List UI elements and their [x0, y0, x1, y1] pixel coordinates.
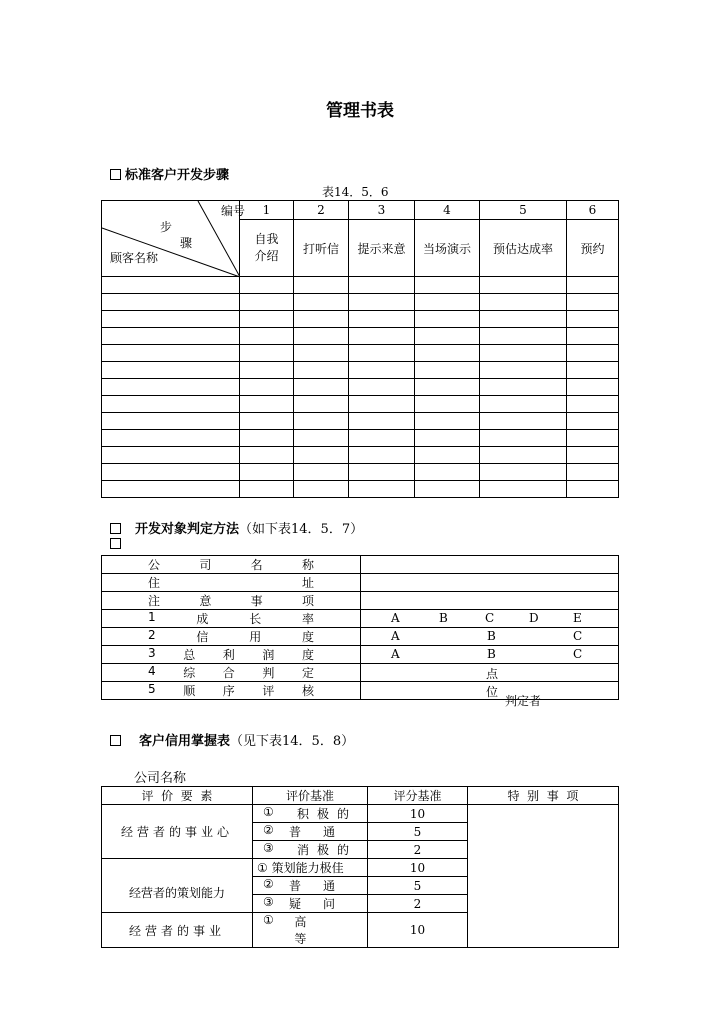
- blank-cell: [567, 379, 619, 396]
- grade-value: B: [487, 629, 496, 643]
- label-char: 用: [249, 630, 262, 644]
- table-row: [102, 646, 619, 664]
- table-row: [102, 430, 619, 447]
- label-char: 核: [301, 684, 314, 698]
- blank-cell: [567, 328, 619, 345]
- credit-table: [101, 786, 619, 948]
- blank-cell: [415, 328, 480, 345]
- section2-heading-note: （如下表14．5．7）: [239, 522, 364, 537]
- label-char: 事: [250, 594, 263, 608]
- label-char: 司: [199, 558, 212, 572]
- blank-cell: [480, 481, 567, 498]
- dev-target-judgement-table: [101, 555, 619, 700]
- step-label: 打听信: [294, 220, 349, 277]
- blank-cell: [480, 396, 567, 413]
- blank-cell: [415, 447, 480, 464]
- checkbox-icon: [110, 523, 121, 534]
- step-label: 当场演示: [415, 220, 480, 277]
- blank-cell: [480, 430, 567, 447]
- label-char: 度: [301, 630, 314, 644]
- criterion-value-cell: [361, 664, 619, 682]
- table-caption-1: 表14．5．6: [322, 185, 389, 199]
- blank-cell: [415, 481, 480, 498]
- blank-cell: [294, 362, 349, 379]
- criterion-label-cell: [102, 574, 361, 592]
- label-char: 顺: [183, 684, 196, 698]
- blank-cell: [102, 311, 240, 328]
- label-char: 名: [250, 558, 263, 572]
- blank-cell: [102, 362, 240, 379]
- grade-value: A: [391, 647, 400, 661]
- blank-cell: [102, 328, 240, 345]
- grade-value: C: [573, 647, 583, 661]
- blank-cell: [240, 464, 294, 481]
- table-row: [102, 574, 619, 592]
- judge-label: 判定者: [505, 694, 542, 708]
- step-number: 4: [415, 201, 480, 220]
- header-factor: 评 价 要 素: [102, 787, 253, 805]
- grade-value: B: [487, 647, 496, 661]
- criterion-label-cell: [102, 646, 361, 664]
- table-row: [102, 345, 619, 362]
- grade-value: 位: [486, 685, 499, 699]
- label-char: 住: [148, 576, 161, 590]
- table-row: [102, 481, 619, 498]
- grade-value: D: [529, 611, 539, 625]
- diagonal-header-cell: [102, 201, 246, 277]
- blank-cell: [349, 328, 415, 345]
- criterion-label-cell: [102, 664, 361, 682]
- table-row: [102, 379, 619, 396]
- customer-dev-steps-table: [101, 200, 619, 498]
- step-label: 预估达成率: [480, 220, 567, 277]
- step-number: 2: [294, 201, 349, 220]
- blank-cell: [102, 277, 240, 294]
- blank-cell: [102, 379, 240, 396]
- label-char: 综: [183, 666, 196, 680]
- label-char: 5: [148, 682, 156, 696]
- table-row: [102, 311, 619, 328]
- checkbox-icon: [110, 169, 121, 180]
- factor-cell: 经营者的事业心: [102, 805, 253, 859]
- blank-cell: [240, 328, 294, 345]
- table-row: [102, 592, 619, 610]
- blank-cell: [102, 464, 240, 481]
- label-char: 成: [196, 612, 209, 626]
- table-row: [102, 328, 619, 345]
- section2-extra-checkbox: [110, 537, 125, 551]
- label-char: 判: [262, 666, 275, 680]
- diag-number-label: 编号: [221, 204, 246, 218]
- blank-cell: [567, 447, 619, 464]
- label-char: 1: [148, 610, 156, 624]
- blank-cell: [294, 328, 349, 345]
- blank-cell: [102, 481, 240, 498]
- section1-heading-text: 标准客户开发步骤: [125, 168, 230, 183]
- factor-cell: 经营者的事业: [102, 913, 253, 948]
- blank-cell: [480, 379, 567, 396]
- step-number: 6: [567, 201, 619, 220]
- special-cell: [468, 805, 619, 948]
- criterion-value-cell: [361, 610, 619, 628]
- blank-cell: [102, 430, 240, 447]
- section3-heading-note: （见下表14．5．8）: [230, 734, 355, 749]
- blank-cell: [567, 362, 619, 379]
- score-cell: 5: [368, 823, 468, 841]
- label-char: 2: [148, 628, 156, 642]
- blank-cell: [415, 311, 480, 328]
- blank-cell: [102, 396, 240, 413]
- criteria-cell: ② 普通: [253, 877, 368, 895]
- blank-cell: [240, 294, 294, 311]
- page-title: 管理书表: [326, 101, 394, 121]
- grade-value: 点: [486, 667, 499, 681]
- score-cell: 2: [368, 895, 468, 913]
- step-label: 提示来意: [349, 220, 415, 277]
- criterion-label-cell: [102, 556, 361, 574]
- blank-cell: [240, 362, 294, 379]
- diag-step-label-2: 骤: [180, 236, 193, 250]
- blank-cell: [567, 396, 619, 413]
- blank-cell: [294, 277, 349, 294]
- label-char: 利: [222, 648, 235, 662]
- criteria-cell: ③ 疑问: [253, 895, 368, 913]
- blank-cell: [349, 396, 415, 413]
- step-label: 预约: [567, 220, 619, 277]
- diag-customer-label: 顾客名称: [110, 251, 159, 265]
- criterion-value-cell: [361, 592, 619, 610]
- header-score: 评分基准: [368, 787, 468, 805]
- blank-cell: [567, 481, 619, 498]
- table-row: [102, 362, 619, 379]
- blank-cell: [415, 362, 480, 379]
- label-char: 合: [222, 666, 235, 680]
- blank-cell: [480, 345, 567, 362]
- blank-cell: [240, 396, 294, 413]
- blank-cell: [415, 464, 480, 481]
- criteria-cell: ① 高等: [253, 913, 368, 948]
- blank-cell: [349, 447, 415, 464]
- blank-cell: [415, 294, 480, 311]
- blank-cell: [294, 345, 349, 362]
- blank-cell: [349, 294, 415, 311]
- criterion-value-cell: [361, 682, 619, 700]
- blank-cell: [102, 413, 240, 430]
- grade-value: A: [391, 611, 400, 625]
- blank-cell: [294, 464, 349, 481]
- blank-cell: [240, 430, 294, 447]
- blank-cell: [415, 430, 480, 447]
- label-char: 总: [183, 648, 196, 662]
- score-cell: 5: [368, 877, 468, 895]
- table-row: [102, 413, 619, 430]
- diag-step-label-1: 步: [160, 220, 173, 234]
- score-cell: 10: [368, 805, 468, 823]
- blank-cell: [294, 481, 349, 498]
- grade-value: E: [573, 611, 582, 625]
- criteria-cell: ① 积极的: [253, 805, 368, 823]
- table-row: [102, 396, 619, 413]
- grade-value: B: [439, 611, 448, 625]
- blank-cell: [240, 345, 294, 362]
- blank-cell: [240, 447, 294, 464]
- label-char: 意: [199, 594, 212, 608]
- grade-value: A: [391, 629, 400, 643]
- blank-cell: [480, 328, 567, 345]
- blank-cell: [480, 464, 567, 481]
- blank-cell: [349, 464, 415, 481]
- blank-cell: [349, 413, 415, 430]
- blank-cell: [102, 294, 240, 311]
- blank-cell: [480, 277, 567, 294]
- step-label: 自我 介绍: [240, 220, 294, 277]
- table-row: [102, 294, 619, 311]
- table-row: [102, 610, 619, 628]
- table-row: [102, 628, 619, 646]
- criteria-cell: ② 普通: [253, 823, 368, 841]
- blank-cell: [567, 345, 619, 362]
- section3-heading-text: 客户信用掌握表: [139, 734, 231, 749]
- section3-heading: [110, 730, 354, 749]
- table-row: [102, 447, 619, 464]
- step-number: 1: [240, 201, 294, 220]
- label-char: 址: [301, 576, 314, 590]
- label-char: 注: [148, 594, 161, 608]
- grade-value: C: [485, 611, 495, 625]
- criterion-value-cell: [361, 574, 619, 592]
- blank-cell: [240, 481, 294, 498]
- blank-cell: [294, 311, 349, 328]
- blank-cell: [349, 379, 415, 396]
- blank-cell: [349, 311, 415, 328]
- blank-cell: [567, 430, 619, 447]
- label-char: 序: [222, 684, 235, 698]
- header-special: 特 别 事 项: [468, 787, 619, 805]
- blank-cell: [349, 345, 415, 362]
- blank-cell: [240, 379, 294, 396]
- label-char: 度: [301, 648, 314, 662]
- blank-cell: [294, 294, 349, 311]
- blank-cell: [240, 413, 294, 430]
- blank-cell: [480, 294, 567, 311]
- score-cell: 10: [368, 859, 468, 877]
- label-char: 3: [148, 646, 156, 660]
- blank-rows: [102, 277, 619, 498]
- blank-cell: [102, 345, 240, 362]
- blank-cell: [349, 277, 415, 294]
- blank-cell: [294, 413, 349, 430]
- criterion-value-cell: [361, 646, 619, 664]
- blank-cell: [415, 345, 480, 362]
- blank-cell: [294, 379, 349, 396]
- label-char: 项: [301, 594, 314, 608]
- section1-heading: [110, 164, 229, 183]
- section2-heading-text: 开发对象判定方法: [135, 522, 240, 537]
- header-criteria: 评价基准: [253, 787, 368, 805]
- label-char: 率: [301, 612, 314, 626]
- blank-cell: [567, 277, 619, 294]
- score-cell: 10: [368, 913, 468, 948]
- label-char: 长: [249, 612, 262, 626]
- checkbox-icon: [110, 735, 121, 746]
- blank-cell: [480, 362, 567, 379]
- blank-cell: [567, 311, 619, 328]
- factor-cell: 经营者的策划能力: [102, 859, 253, 913]
- blank-cell: [480, 311, 567, 328]
- label-char: 4: [148, 664, 156, 678]
- criterion-label-cell: [102, 610, 361, 628]
- blank-cell: [567, 464, 619, 481]
- label-char: 评: [262, 684, 275, 698]
- criteria-cell: ③ 消极的: [253, 841, 368, 859]
- criterion-value-cell: [361, 556, 619, 574]
- checkbox-icon: [110, 538, 121, 549]
- table-row: [102, 277, 619, 294]
- blank-cell: [415, 379, 480, 396]
- blank-cell: [349, 481, 415, 498]
- blank-cell: [294, 396, 349, 413]
- blank-cell: [349, 362, 415, 379]
- table-row: [102, 464, 619, 481]
- criterion-label-cell: [102, 628, 361, 646]
- blank-cell: [294, 430, 349, 447]
- blank-cell: [480, 447, 567, 464]
- blank-cell: [349, 430, 415, 447]
- blank-cell: [102, 447, 240, 464]
- score-cell: 2: [368, 841, 468, 859]
- section2-heading: [110, 518, 363, 537]
- company-name-label: 公司名称: [134, 771, 187, 786]
- blank-cell: [480, 413, 567, 430]
- blank-cell: [294, 447, 349, 464]
- blank-cell: [240, 311, 294, 328]
- label-char: 润: [262, 648, 275, 662]
- step-number: 3: [349, 201, 415, 220]
- step-number: 5: [480, 201, 567, 220]
- criteria-cell: ① 策划能力极佳: [253, 859, 368, 877]
- label-char: 公: [148, 558, 161, 572]
- criterion-value-cell: [361, 628, 619, 646]
- grade-value: C: [573, 629, 583, 643]
- label-char: 信: [196, 630, 209, 644]
- label-char: 定: [301, 666, 314, 680]
- blank-cell: [415, 277, 480, 294]
- table-row: [102, 556, 619, 574]
- blank-cell: [567, 294, 619, 311]
- blank-cell: [415, 413, 480, 430]
- blank-cell: [567, 413, 619, 430]
- label-char: 称: [301, 558, 314, 572]
- blank-cell: [240, 277, 294, 294]
- criterion-label-cell: [102, 682, 361, 700]
- blank-cell: [415, 396, 480, 413]
- criterion-label-cell: [102, 592, 361, 610]
- table-row: [102, 664, 619, 682]
